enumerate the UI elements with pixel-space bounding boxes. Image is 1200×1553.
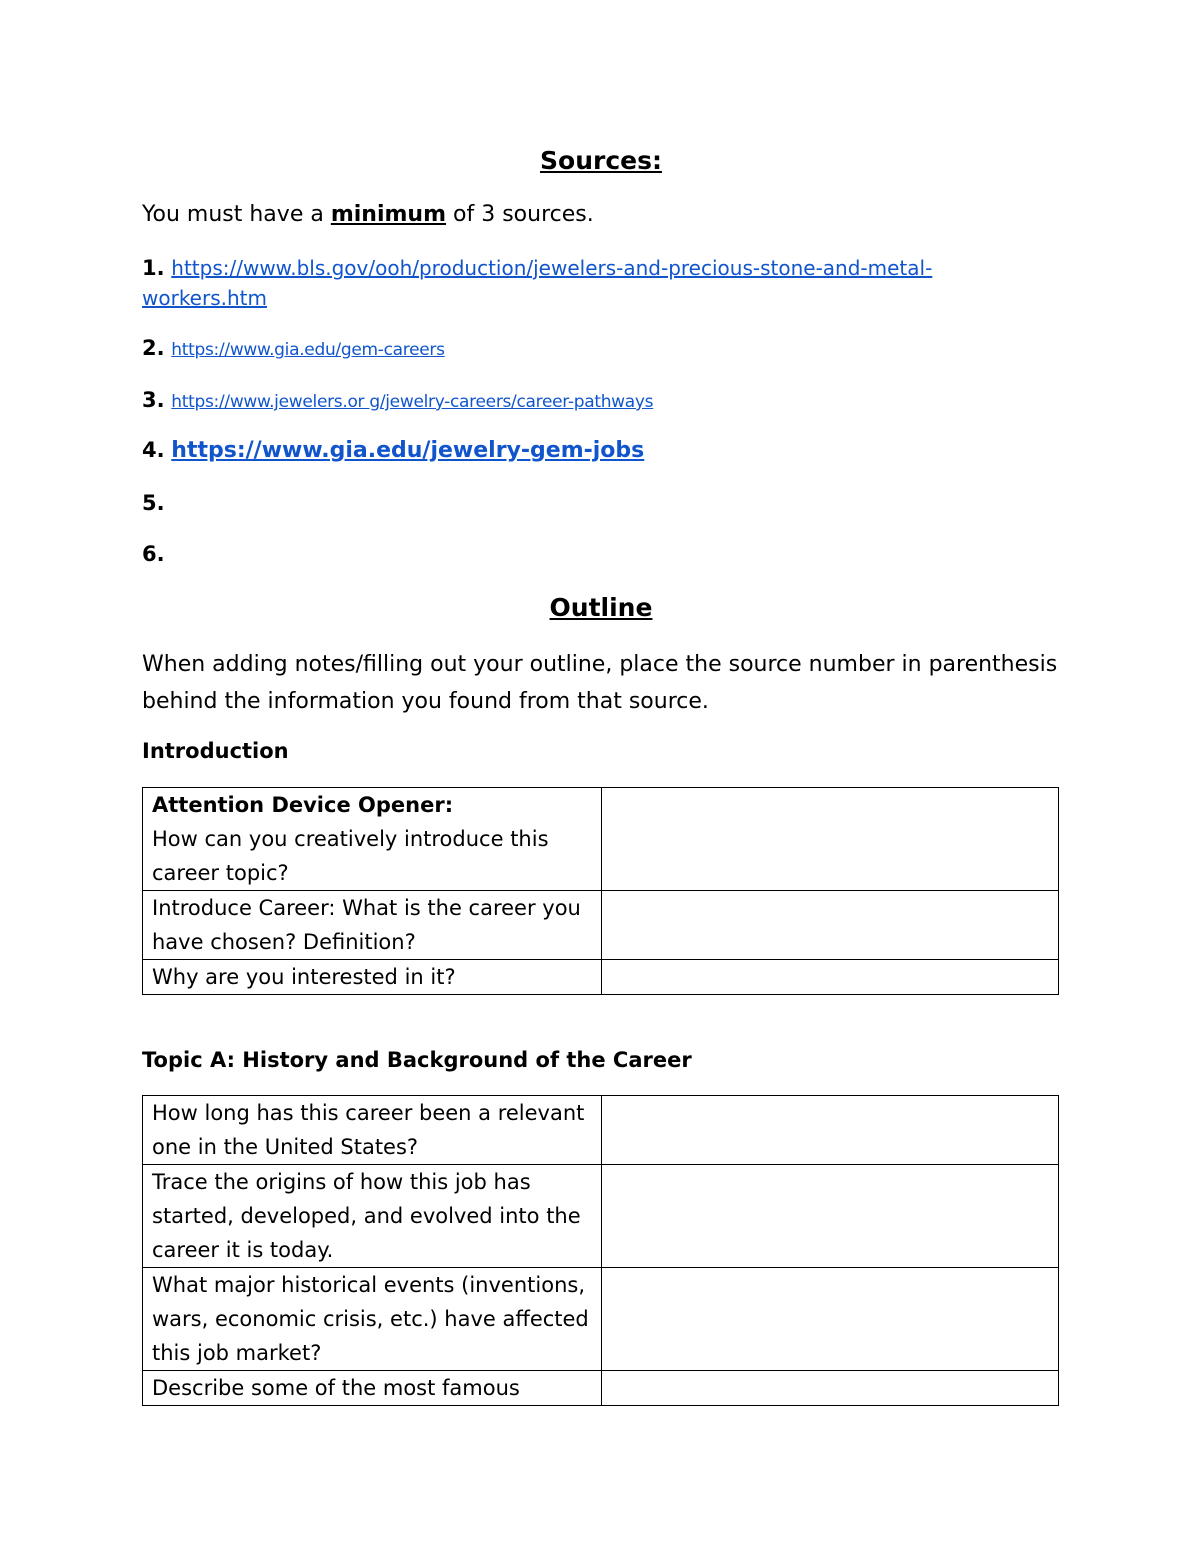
answer-cell[interactable] bbox=[602, 960, 1059, 995]
prompt-cell: Introduce Career: What is the career you have chosen? Definition? bbox=[143, 891, 602, 960]
answer-cell[interactable] bbox=[602, 788, 1059, 891]
source-number: 6. bbox=[142, 542, 165, 566]
answer-cell[interactable] bbox=[602, 1096, 1059, 1165]
sources-heading: Sources: bbox=[540, 146, 662, 175]
prompt-cell: How long has this career been a relevant one in the United States? bbox=[143, 1096, 602, 1165]
prompt-cell: Trace the origins of how this job has started, developed, and evolved into the career it is today. bbox=[143, 1165, 602, 1268]
answer-cell[interactable] bbox=[602, 1165, 1059, 1268]
prompt-cell bbox=[143, 788, 602, 891]
introduction-table bbox=[142, 787, 1059, 995]
table-row bbox=[143, 1268, 1059, 1371]
instruction-suffix: of 3 sources. bbox=[446, 202, 594, 227]
introduction-label: Introduction bbox=[142, 739, 289, 763]
source-link-1-continued[interactable]: workers.htm bbox=[142, 286, 267, 310]
source-link-2[interactable]: https://www.gia.edu/gem-careers bbox=[171, 340, 445, 360]
answer-cell[interactable] bbox=[602, 1371, 1059, 1406]
prompt-cell: What major historical events (inventions, wars, economic crisis, etc.) have affected this job market? bbox=[143, 1268, 602, 1371]
source-number: 1. bbox=[142, 256, 165, 280]
outline-instructions: When adding notes/filling out your outline, place the source number in parenthesis behind the information you found from that source. bbox=[142, 652, 1058, 714]
outline-heading: Outline bbox=[549, 593, 653, 622]
table-row bbox=[143, 1165, 1059, 1268]
answer-cell[interactable] bbox=[602, 1268, 1059, 1371]
instruction-emphasis: minimum bbox=[330, 202, 447, 227]
prompt-cell: Describe some of the most famous bbox=[143, 1371, 602, 1406]
table-row bbox=[143, 891, 1059, 960]
source-link-1[interactable]: https://www.bls.gov/ooh/production/jewelers-and-precious-stone-and-metal- bbox=[171, 256, 933, 280]
source-item-1-continued bbox=[142, 286, 267, 310]
source-number: 3. bbox=[142, 388, 165, 412]
source-link-3[interactable]: https://www.jewelers.or g/jewelry-careers/career-pathways bbox=[171, 392, 654, 412]
sources-instruction bbox=[142, 202, 594, 227]
source-item-2 bbox=[142, 336, 445, 360]
source-number: 2. bbox=[142, 336, 165, 360]
source-number: 4. bbox=[142, 438, 165, 462]
source-item-6 bbox=[142, 542, 165, 566]
source-item-3 bbox=[142, 388, 653, 412]
source-item-1 bbox=[142, 256, 932, 280]
table-row bbox=[143, 1096, 1059, 1165]
source-link-4[interactable]: https://www.gia.edu/jewelry-gem-jobs bbox=[171, 438, 645, 463]
prompt-text: How can you creatively introduce this career topic? bbox=[152, 827, 549, 885]
table-row bbox=[143, 1371, 1059, 1406]
source-item-5 bbox=[142, 491, 165, 515]
prompt-bold-label: Attention Device Opener: bbox=[152, 793, 454, 817]
source-item-4 bbox=[142, 438, 644, 463]
prompt-cell: Why are you interested in it? bbox=[143, 960, 602, 995]
topic-a-table bbox=[142, 1095, 1059, 1406]
instruction-prefix: You must have a bbox=[142, 202, 331, 227]
table-row bbox=[143, 788, 1059, 891]
answer-cell[interactable] bbox=[602, 891, 1059, 960]
source-number: 5. bbox=[142, 491, 165, 515]
table-row bbox=[143, 960, 1059, 995]
topic-a-label: Topic A: History and Background of the Career bbox=[142, 1048, 692, 1072]
